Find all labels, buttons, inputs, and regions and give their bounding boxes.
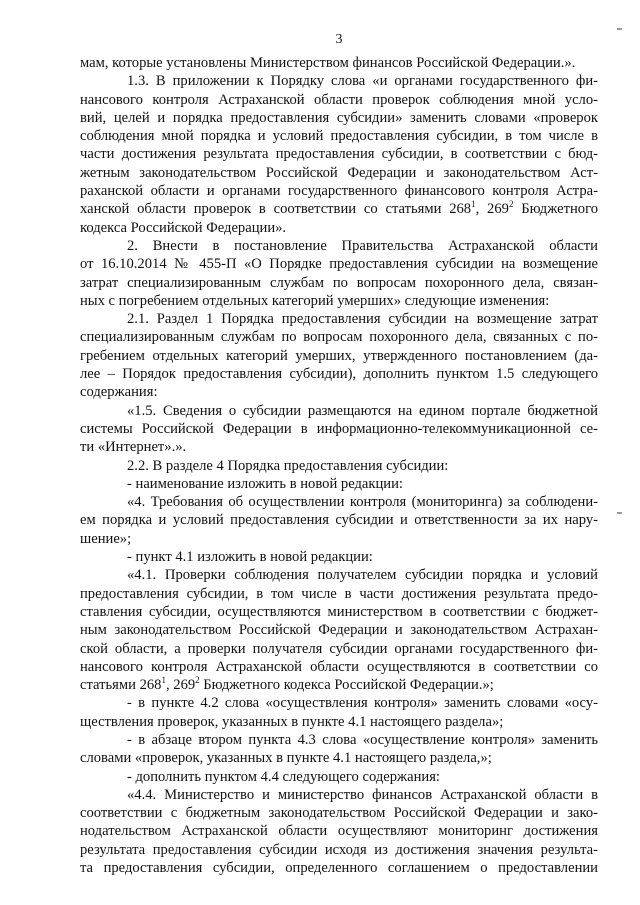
text-line: [80, 603, 598, 621]
text-line: [80, 822, 598, 840]
text-line: [80, 548, 598, 566]
text-line: [80, 585, 598, 603]
text-segment: мам, которые установлены Министерством финансов Российской Федерации.».: [80, 55, 576, 71]
text-line: [80, 804, 598, 822]
text-segment: , 269: [475, 201, 509, 218]
text-line: [80, 457, 598, 475]
text-line: [80, 859, 598, 877]
footnote-superscript: 2: [195, 675, 200, 686]
text-segment: «4.4. Министерство и министерство финансов Астраханской области в: [127, 786, 598, 803]
text-line: [80, 621, 598, 639]
text-segment: кодекса Российской Федерации».: [80, 219, 287, 236]
text-segment: затрат специализированным службам по вопросам похоронного дела, связан-: [80, 274, 598, 291]
text-line: [80, 237, 598, 255]
text-segment: 1.3. В приложении к Порядку слова «и органами государственного фи-: [127, 73, 598, 90]
text-segment: нансового контроля Астраханской области проверок соблюдения мной усло-: [80, 91, 598, 108]
text-segment: - дополнить пунктом 4.4 следующего содержания:: [127, 768, 440, 785]
text-segment: лее – Порядок предоставления субсидии), дополнить пунктом 1.5 следующего: [80, 366, 598, 383]
text-line: [80, 274, 598, 292]
text-line: [80, 493, 598, 511]
text-line: [80, 72, 598, 90]
text-segment: гребением отдельных категорий умерших, утвержденного постановлением (да-: [80, 347, 598, 364]
text-line: [80, 420, 598, 438]
text-line: [80, 530, 598, 548]
text-segment: Бюджетного кодекса Российской Федерации.»;: [199, 677, 494, 694]
text-segment: ставления субсидии, осуществляются министерством в соответствии с бюджет-: [80, 603, 598, 620]
text-line: [80, 749, 598, 767]
text-line: [80, 511, 598, 529]
text-line: [80, 841, 598, 859]
text-line: [80, 255, 598, 273]
text-segment: предоставления субсидии, в том числе в части достижения результата предо-: [80, 585, 598, 602]
text-line: [80, 127, 598, 145]
footnote-superscript: 1: [471, 200, 476, 210]
text-segment: та предоставления субсидии, определенного соглашением о предоставлении: [80, 860, 598, 877]
text-line: [80, 694, 598, 712]
text-segment: - пункт 4.1 изложить в новой редакции:: [127, 549, 373, 566]
document-body: [80, 54, 598, 877]
text-line: [80, 91, 598, 109]
text-line: [80, 640, 598, 658]
text-line: [80, 310, 598, 328]
text-segment: соблюдения мной порядка и условий предоставления субсидии, в том числе в: [80, 128, 598, 145]
text-segment: 2.1. Раздел 1 Порядка предоставления субсидии на возмещение затрат: [127, 311, 598, 328]
text-line: [80, 566, 598, 584]
text-segment: «1.5. Сведения о субсидии размещаются на едином портале бюджетной: [127, 402, 598, 419]
text-segment: ных с погребением отдельных категорий умерших» следующие изменения:: [80, 292, 550, 309]
text-line: [80, 164, 598, 182]
text-segment: - в пункте 4.2 слова «осуществления контроля» заменить словами «осу-: [127, 695, 598, 712]
text-segment: шение»;: [80, 530, 132, 547]
text-segment: системы Российской Федерации в информационно-телекоммуникационной се-: [80, 420, 598, 437]
text-line: [80, 292, 598, 310]
text-segment: , 269: [165, 677, 196, 694]
text-segment: - наименование изложить в новой редакции:: [127, 475, 403, 492]
text-line: [80, 200, 598, 218]
text-line: [80, 54, 598, 72]
text-segment: ти «Интернет».».: [80, 439, 187, 456]
text-segment: - в абзаце втором пункта 4.3 слова «осуществление контроля» заменить: [127, 731, 598, 748]
text-segment: результата предоставления субсидии исходя из достижения значения результа-: [80, 841, 598, 858]
text-line: [80, 383, 598, 401]
text-segment: «4.1. Проверки соблюдения получателем субсидии порядка и условий: [127, 567, 598, 584]
text-segment: от 16.10.2014 № 455-П «О Порядке предоставления субсидии на возмещение: [80, 256, 598, 273]
text-line: [80, 676, 598, 694]
text-segment: содержания:: [80, 384, 158, 401]
text-segment: специализированным службам по вопросам похоронного дела, связанных с по-: [80, 329, 598, 346]
text-line: [80, 365, 598, 383]
scan-mark: [617, 28, 622, 30]
text-line: [80, 328, 598, 346]
text-segment: словами «проверок, указанных в пункте 4.1 настоящего раздела,»;: [80, 750, 492, 767]
text-line: [80, 402, 598, 420]
text-segment: вий, целей и порядка предоставления субсидии» заменить словами «проверок: [80, 109, 598, 126]
text-segment: нодательством Астраханской области осуществляют мониторинг достижения: [80, 823, 598, 840]
text-line: [80, 182, 598, 200]
text-line: [80, 145, 598, 163]
text-line: [80, 347, 598, 365]
footnote-superscript: 1: [161, 675, 166, 686]
footnote-superscript: 2: [508, 200, 514, 210]
text-line: [80, 713, 598, 731]
text-line: [80, 109, 598, 127]
text-segment: 2.2. В разделе 4 Порядка предоставления субсидии:: [127, 457, 449, 474]
text-segment: ской области, а проверки получателя субсидии органами государственного фи-: [80, 640, 598, 657]
text-segment: 2. Внести в постановление Правительства Астраханской области: [127, 237, 598, 254]
text-segment: жетным законодательством Российской Федерации и законодательством Аст-: [80, 164, 598, 181]
text-segment: ханской области проверок в соответствии со статьями 268: [80, 201, 472, 218]
text-line: [80, 219, 598, 237]
text-line: [80, 475, 598, 493]
text-segment: «4. Требования об осуществлении контроля (мониторинга) за соблюдени-: [127, 494, 598, 511]
text-segment: соответствии с бюджетным законодательством Российской Федерации и зако-: [80, 805, 598, 822]
text-segment: раханской области и органами государственного финансового контроля Астра-: [80, 183, 598, 200]
text-segment: части достижения результата предоставления субсидии, в соответствии с бюд-: [80, 146, 598, 163]
scan-mark: [617, 512, 622, 514]
text-segment: ным законодательством Российской Федерации и законодательством Астрахан-: [80, 622, 598, 639]
text-line: [80, 658, 598, 676]
page-number: 3: [335, 32, 343, 47]
text-line: [80, 731, 598, 749]
text-segment: нансового контроля Астраханской области осуществляются в соответствии со: [80, 658, 598, 675]
text-segment: статьями 268: [80, 677, 162, 694]
text-segment: Бюджетного: [513, 201, 598, 218]
text-line: [80, 438, 598, 456]
text-line: [80, 768, 598, 786]
text-segment: ем порядка и условий предоставления субсидии и ответственности за их нару-: [80, 512, 598, 529]
text-segment: ществления проверок, указанных в пункте 4.1 настоящего раздела»;: [80, 713, 504, 730]
text-line: [80, 786, 598, 804]
